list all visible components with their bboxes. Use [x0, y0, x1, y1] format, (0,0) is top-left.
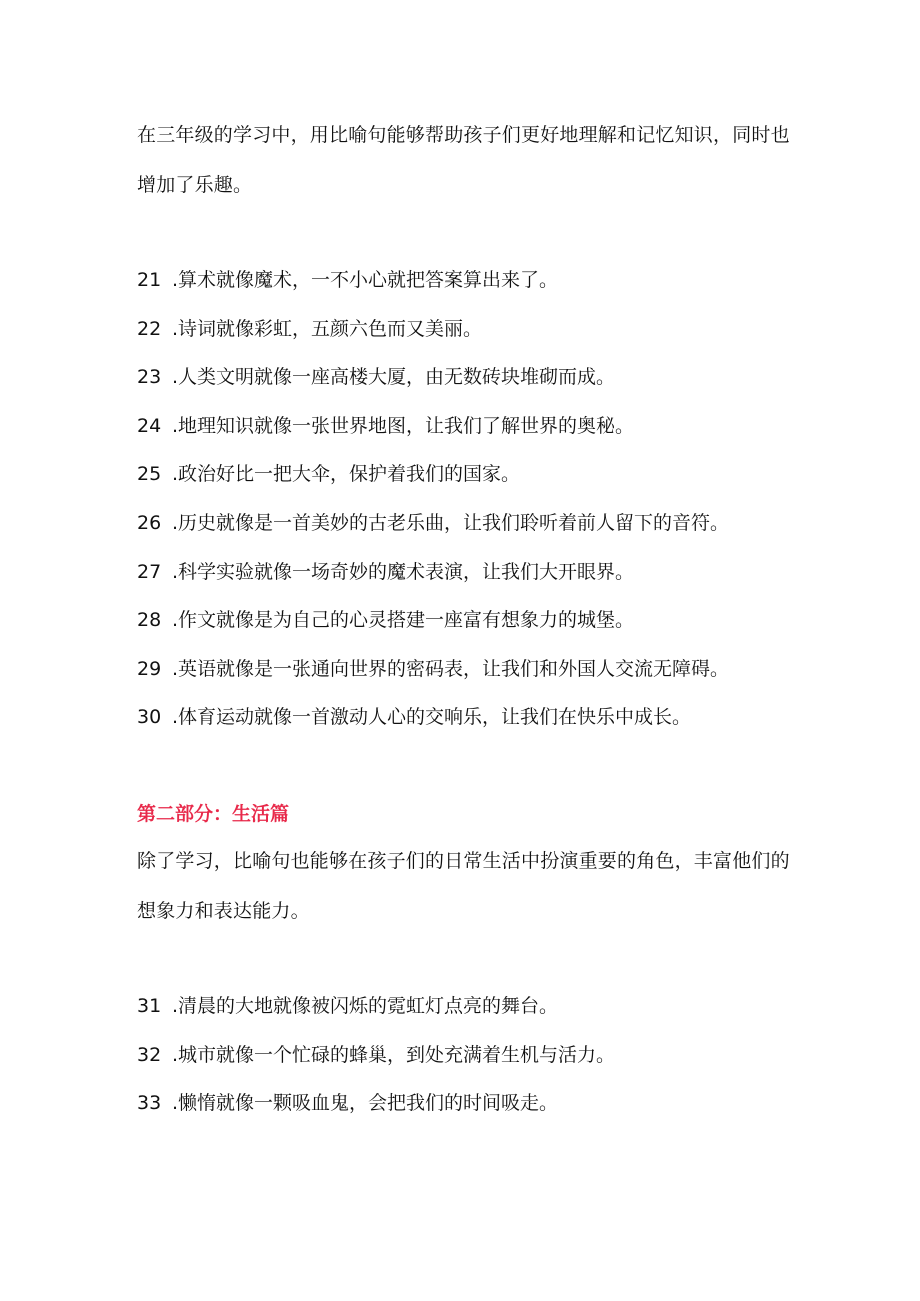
item-number: 22: [137, 318, 162, 340]
item-text: .诗词就像彩虹，五颜六色而又美丽。: [172, 318, 483, 340]
list-item: [137, 703, 691, 731]
item-number: 31: [137, 995, 162, 1017]
list-item: [137, 363, 615, 391]
item-text: .城市就像一个忙碌的蜂巢，到处充满着生机与活力。: [172, 1044, 616, 1066]
list-item: [137, 509, 729, 537]
section1-intro: 在三年级的学习中，用比喻句能够帮助孩子们更好地理解和记忆知识，同时也增加了乐趣。: [137, 124, 790, 196]
item-text: .历史就像是一首美妙的古老乐曲，让我们聆听着前人留下的音符。: [172, 512, 730, 534]
list-item: [137, 1041, 615, 1069]
item-number: 26: [137, 512, 162, 534]
item-number: 30: [137, 706, 162, 728]
item-number: 23: [137, 366, 162, 388]
section2-heading: 第二部分：生活篇: [137, 803, 290, 825]
list-item: [137, 992, 558, 1020]
item-number: 24: [137, 415, 162, 437]
list-item: [137, 1089, 558, 1117]
item-text: .清晨的大地就像被闪烁的霓虹灯点亮的舞台。: [172, 995, 559, 1017]
item-number: 21: [137, 269, 162, 291]
item-number: 27: [137, 561, 162, 583]
item-text: .政治好比一把大伞，保护着我们的国家。: [172, 463, 521, 485]
item-number: 33: [137, 1092, 162, 1114]
list-item: [137, 558, 634, 586]
list-item: [137, 606, 634, 634]
list-item: [137, 460, 520, 488]
list-item: [137, 266, 558, 294]
item-text: .算术就像魔术，一不小心就把答案算出来了。: [172, 269, 559, 291]
item-number: 29: [137, 658, 162, 680]
item-text: .懒惰就像一颗吸血鬼，会把我们的时间吸走。: [172, 1092, 559, 1114]
list-item: [137, 412, 634, 440]
section2-intro: 除了学习，比喻句也能够在孩子们的日常生活中扮演重要的角色，丰富他们的想象力和表达能力。: [137, 850, 790, 922]
list-item: [137, 315, 482, 343]
item-text: .体育运动就像一首激动人心的交响乐，让我们在快乐中成长。: [172, 706, 692, 728]
item-text: .英语就像是一张通向世界的密码表，让我们和外国人交流无障碍。: [172, 658, 730, 680]
item-text: .科学实验就像一场奇妙的魔术表演，让我们大开眼界。: [172, 561, 635, 583]
item-text: .地理知识就像一张世界地图，让我们了解世界的奥秘。: [172, 415, 635, 437]
item-number: 25: [137, 463, 162, 485]
item-number: 32: [137, 1044, 162, 1066]
item-text: .人类文明就像一座高楼大厦，由无数砖块堆砌而成。: [172, 366, 616, 388]
item-number: 28: [137, 609, 162, 631]
list-item: [137, 655, 729, 683]
item-text: .作文就像是为自己的心灵搭建一座富有想象力的城堡。: [172, 609, 635, 631]
